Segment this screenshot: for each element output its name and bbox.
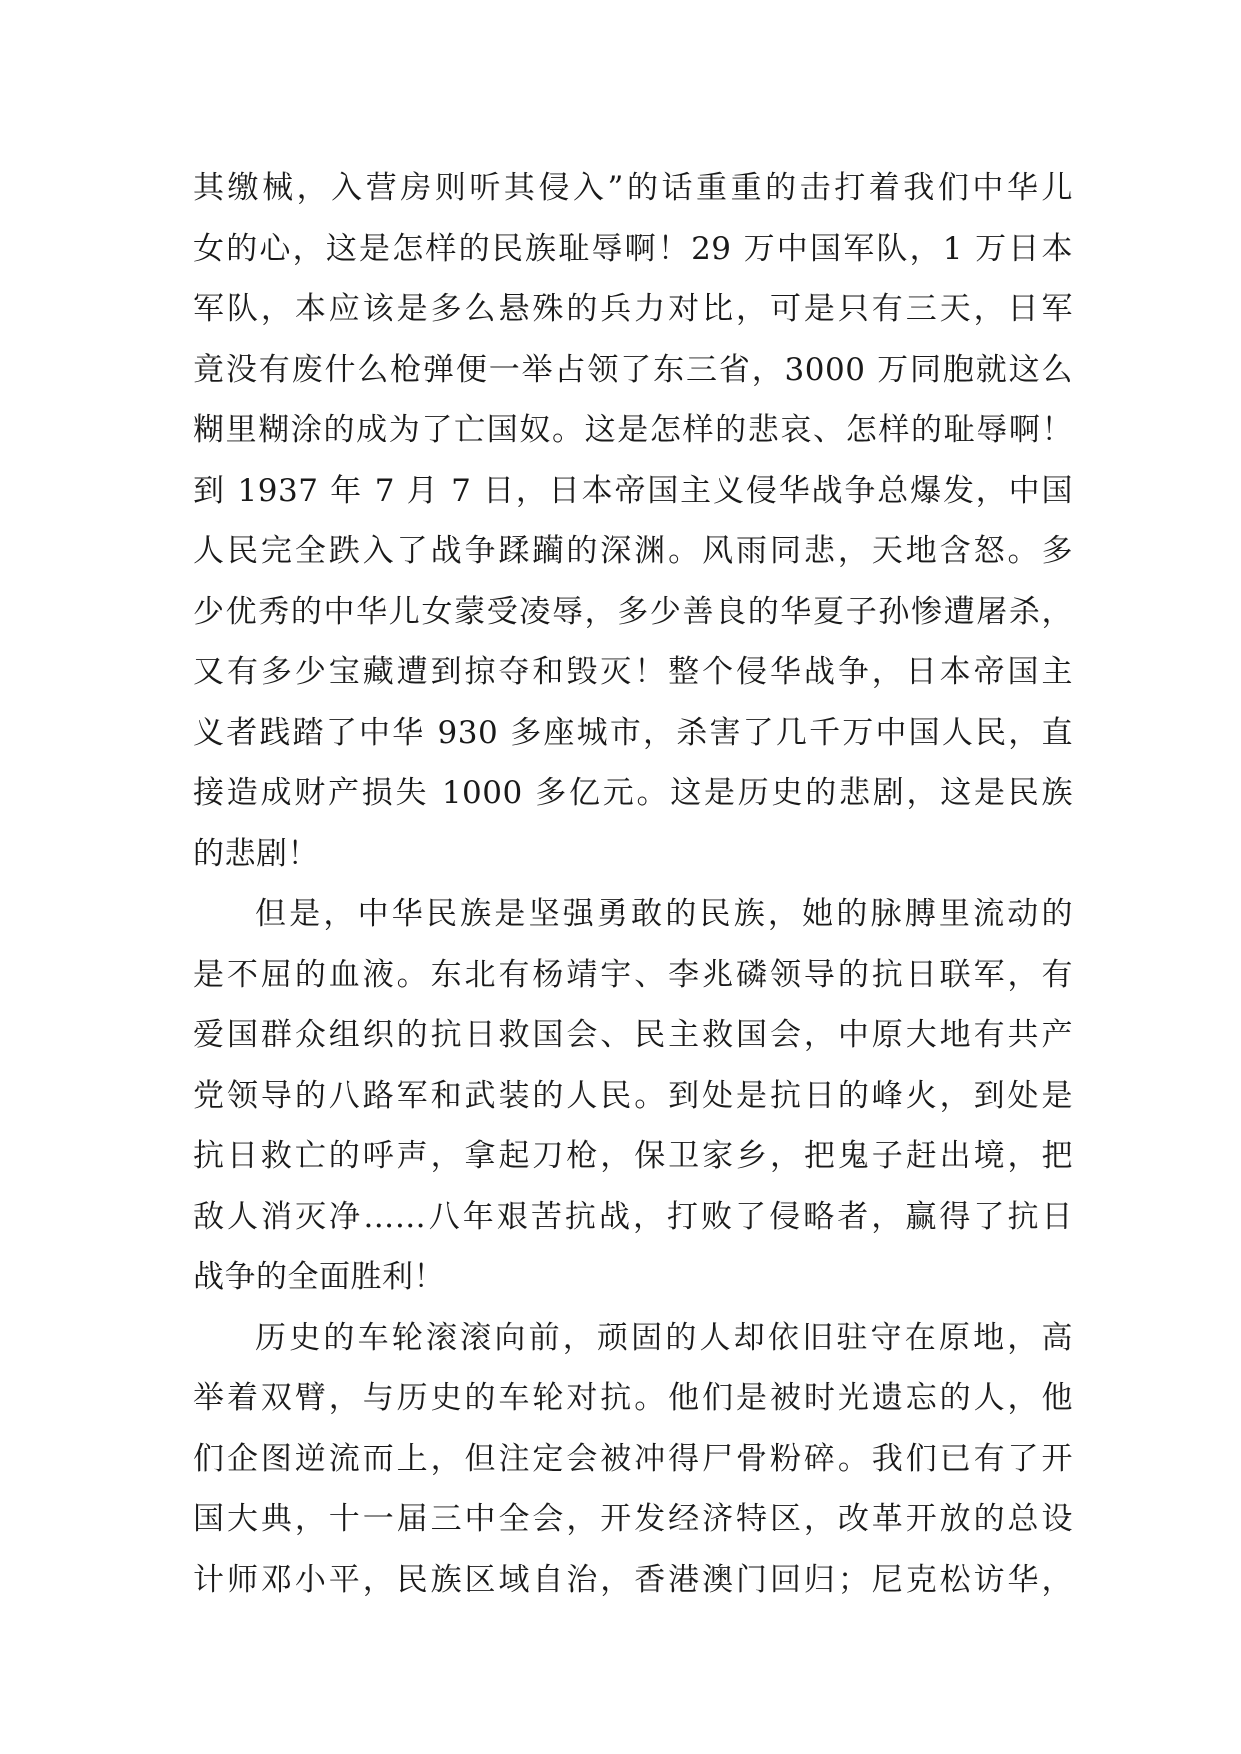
paragraph-first-line: 但是，中华民族是坚强勇敢的民族，她的脉膊里流动的 [255, 896, 1073, 932]
text-line: 女的心，这是怎样的民族耻辱啊！29 万中国军队，1 万日本 [193, 230, 1073, 267]
text-line: 们企图逆流而上，但注定会被冲得尸骨粉碎。我们已有了开 [193, 1440, 1073, 1477]
text-line: 党领导的八路军和武装的人民。到处是抗日的峰火，到处是 [193, 1077, 1073, 1114]
body-text [193, 158, 1073, 1610]
text-line: 战争的全面胜利！ [193, 1259, 445, 1295]
text-line: 人民完全跌入了战争蹂躏的深渊。风雨同悲，天地含怒。多 [193, 533, 1073, 569]
text-line: 国大典，十一届三中全会，开发经济特区，改革开放的总设 [193, 1501, 1073, 1537]
text-line: 是不屈的血液。东北有杨靖宇、李兆磷领导的抗日联军，有 [193, 956, 1073, 993]
text-line: 军队，本应该是多么悬殊的兵力对比，可是只有三天，日军 [193, 291, 1073, 327]
text-line: 其缴械，入营房则听其侵入”的话重重的击打着我们中华儿 [193, 170, 1073, 206]
text-line: 敌人消灭净……八年艰苦抗战，打败了侵略者，赢得了抗日 [193, 1198, 1073, 1235]
text-line: 糊里糊涂的成为了亡国奴。这是怎样的悲哀、怎样的耻辱啊！ [193, 412, 1073, 448]
text-line: 爱国群众组织的抗日救国会、民主救国会，中原大地有共产 [193, 1017, 1073, 1053]
text-line: 举着双臂，与历史的车轮对抗。他们是被时光遗忘的人，他 [193, 1380, 1073, 1416]
text-line: 竟没有废什么枪弹便一举占领了东三省，3000 万同胞就这么 [193, 351, 1073, 388]
text-line: 计师邓小平，民族区域自治，香港澳门回归；尼克松访华， [193, 1561, 1073, 1598]
text-line: 少优秀的中华儿女蒙受凌辱，多少善良的华夏子孙惨遭屠杀， [193, 593, 1073, 630]
text-line: 又有多少宝藏遭到掠夺和毁灭！整个侵华战争，日本帝国主 [193, 654, 1073, 690]
text-line: 的悲剧！ [193, 835, 319, 872]
text-line: 抗日救亡的呼声，拿起刀枪，保卫家乡，把鬼子赶出境，把 [193, 1138, 1073, 1174]
text-line: 到 1937 年 7 月 7 日，日本帝国主义侵华战争总爆发，中国 [193, 472, 1073, 509]
text-line: 接造成财产损失 1000 多亿元。这是历史的悲剧，这是民族 [193, 775, 1073, 811]
paragraph-first-line: 历史的车轮滚滚向前，顽固的人却依旧驻守在原地，高 [255, 1319, 1073, 1356]
text-line: 义者践踏了中华 930 多座城市，杀害了几千万中国人民，直 [193, 714, 1073, 751]
